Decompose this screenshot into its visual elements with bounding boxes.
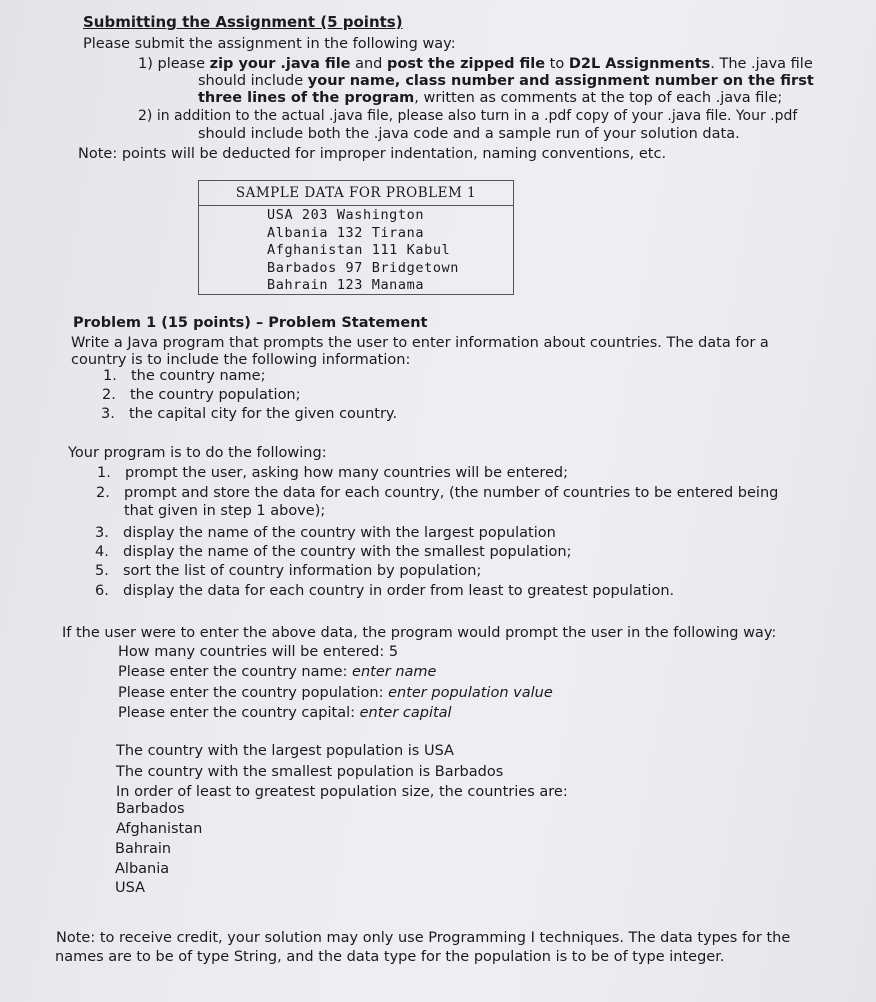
submission-note: Note: points will be deducted for improper indentation, naming conventions, etc. <box>78 146 667 162</box>
task-item-5 <box>95 562 482 580</box>
problem-description-line-2: country is to include the following information: <box>71 352 411 368</box>
text-run: should include <box>198 73 308 89</box>
final-note-line-1: Note: to receive credit, your solution may only use Programming I techniques. The data types for the <box>56 930 791 946</box>
info-item-1 <box>103 367 266 385</box>
prompt-value: enter population value <box>388 685 553 701</box>
submission-step-1 <box>138 55 813 73</box>
item-text: prompt and store the data for each country, (the number of countries to be entered being <box>124 485 779 501</box>
item-number: 1. <box>97 465 111 481</box>
text-run: , written as comments at the top of each .java file; <box>414 90 783 106</box>
info-item-2 <box>102 386 301 404</box>
task-item-2 <box>96 484 779 502</box>
text-run: your name, class number and assignment number on the first <box>307 73 814 89</box>
item-text: the capital city for the given country. <box>129 406 398 422</box>
item-number: 2. <box>102 387 116 403</box>
example-prompt-name <box>118 663 436 681</box>
example-intro: If the user were to enter the above data, the program would prompt the user in the following way: <box>62 625 777 641</box>
item-number: 4. <box>95 544 109 560</box>
item-text: display the name of the country with the largest population <box>123 525 556 541</box>
prompt-value: enter name <box>352 664 437 680</box>
prompt-label: Please enter the country capital: <box>118 705 360 721</box>
text-run: 1) please <box>138 56 210 72</box>
prompt-label: Please enter the country population: <box>118 685 389 701</box>
problem-title: Problem 1 (15 points) – Problem Statement <box>73 315 428 331</box>
order-list-item: Barbados <box>116 801 185 817</box>
item-number: 2. <box>96 485 110 501</box>
tasks-intro: Your program is to do the following: <box>68 445 327 461</box>
sample-data-table <box>198 180 514 295</box>
order-list-item: Albania <box>115 861 170 877</box>
item-number: 5. <box>95 563 109 579</box>
item-number: 3. <box>101 406 115 422</box>
sample-data-row: Barbados 97 Bridgetown <box>267 259 460 276</box>
example-prompt-population <box>118 684 553 702</box>
text-run: zip your .java file <box>209 56 351 72</box>
submission-step-2-line-2: should include both the .java code and a sample run of your solution data. <box>198 126 740 142</box>
sample-data-row: Afghanistan 111 Kabul <box>267 242 451 259</box>
submission-step-2: 2) in addition to the actual .java file, please also turn in a .pdf copy of your .java file. Your .pdf <box>138 108 798 124</box>
problem-description-line-1: Write a Java program that prompts the user to enter information about countries. The data for a <box>71 335 769 351</box>
text-run: and <box>350 56 387 72</box>
example-output-smallest: The country with the smallest population is Barbados <box>116 764 504 780</box>
prompt-value: enter capital <box>359 705 452 721</box>
submission-step-1-line-3 <box>198 89 782 107</box>
sample-data-row: Albania 132 Tirana <box>267 224 425 241</box>
text-run: post the zipped file <box>387 56 546 72</box>
sample-data-row: USA 203 Washington <box>267 207 425 223</box>
example-output-largest: The country with the largest population is USA <box>116 743 454 759</box>
item-number: 1. <box>103 368 117 384</box>
item-text: the country name; <box>131 368 266 384</box>
sample-data-header: SAMPLE DATA FOR PROBLEM 1 <box>199 181 513 206</box>
submission-heading: Submitting the Assignment (5 points) <box>83 13 403 31</box>
prompt-label: Please enter the country name: <box>118 664 353 680</box>
submission-step-1-line-2 <box>198 72 814 90</box>
order-list-item: Bahrain <box>115 841 172 857</box>
item-text: prompt the user, asking how many countries will be entered; <box>125 465 569 481</box>
example-prompt-count: How many countries will be entered: 5 <box>118 644 399 660</box>
task-item-4 <box>95 543 572 561</box>
submission-intro: Please submit the assignment in the following way: <box>83 36 456 52</box>
task-item-6 <box>95 582 675 600</box>
info-item-3 <box>101 405 398 423</box>
item-text: sort the list of country information by population; <box>123 563 482 579</box>
item-text: the country population; <box>130 387 301 403</box>
item-number: 3. <box>95 525 109 541</box>
item-number: 6. <box>95 583 109 599</box>
sample-data-row: Bahrain 123 Manama <box>267 277 425 294</box>
text-run: to <box>545 56 569 72</box>
order-list-item: USA <box>115 880 146 896</box>
task-item-3 <box>95 524 556 542</box>
example-output-order: In order of least to greatest population size, the countries are: <box>116 784 568 800</box>
final-note-line-2: names are to be of type String, and the data type for the population is to be of type integer. <box>55 949 725 965</box>
text-run: three lines of the program <box>198 90 415 106</box>
example-prompt-capital <box>118 704 452 722</box>
item-text: display the data for each country in order from least to greatest population. <box>123 583 675 599</box>
text-run: . The .java file <box>710 56 813 72</box>
item-text: display the name of the country with the smallest population; <box>123 544 572 560</box>
item-text: that given in step 1 above); <box>124 503 326 519</box>
text-run: D2L Assignments <box>568 56 711 72</box>
order-list-item: Afghanistan <box>116 821 203 837</box>
task-item-1 <box>97 464 569 482</box>
